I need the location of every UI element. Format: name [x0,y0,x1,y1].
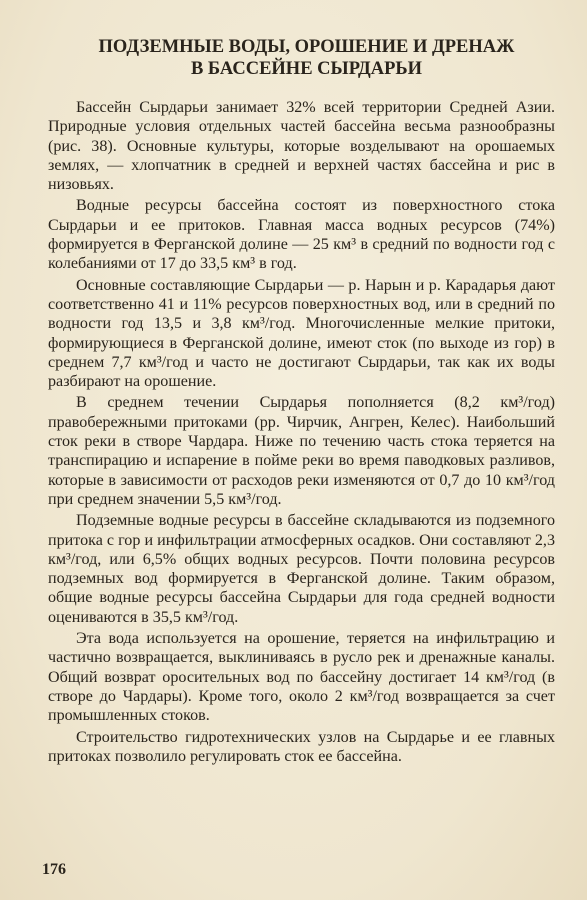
paragraph: Водные ресурсы бассейна состоят из поверхностного стока Сырдарьи и ее притоков. Главная масса водных ресурсов (74%) формируется в Ферганской долине — 25 км³ в средний по водности год с колебаниями от 17 до 33,5 км³ в год. [48,197,555,273]
title-line-1: ПОДЗЕМНЫЕ ВОДЫ, ОРОШЕНИЕ И ДРЕНАЖ [98,37,515,57]
paragraph: Основные составляющие Сырдарьи — р. Нарын и р. Карадарья дают соответственно 41 и 11% ресурсов поверхностных вод, или в средний по водности год 13,5 и 3,8 км³/год. Многочисленные мелкие притоки, формирующиеся в Ферганской долине, имеют сток (по выходе из гор) в среднем 7,7 км³/год и часто не достигают Сырдарьи, так как их воды разбирают на орошение. [48,276,555,391]
page-title [48,36,555,80]
paragraph: Строительство гидротехнических узлов на Сырдарье и ее главных притоках позволило регулировать сток ее бассейна. [48,728,555,765]
paragraph: В среднем течении Сырдарья пополняется (8,2 км³/год) правобережными притоками (рр. Чирчик, Ангрен, Келес). Наибольший сток реки в створе Чардара. Ниже по течению часть стока теряется на транспирацию и испарение в пойме реки во время паводковых разливов, которые в зависимости от расходов реки изменяются от 0,7 до 10 км³/год при среднем значении 5,5 км³/год. [48,394,555,508]
paragraph: Эта вода используется на орошение, теряется на инфильтрацию и частично возвращается, выклиниваясь в русло рек и дренажные каналы. Общий возврат оросительных вод по бассейну достигает 14 км³/год (в створе до Чардары). Кроме того, около 2 км³/год возвращается за счет промышленных стоков. [48,630,555,725]
paragraph: Бассейн Сырдарьи занимает 32% всей территории Средней Азии. Природные условия отдельных частей бассейна весьма разнообразны (рис. 38). Основные культуры, которые возделывают на орошаемых землях, — хлопчатник в средней и верхней частях бассейна и рис в низовьях. [48,99,555,194]
body-text [48,98,555,766]
paragraph: Подземные водные ресурсы в бассейне складываются из подземного притока с гор и инфильтрации атмосферных осадков. Они составляют 2,3 км³/год, или 6,5% общих водных ресурсов. Почти половина ресурсов подземных вод формируется в Ферганской долине. Таким образом, общие водные ресурсы бассейна Сырдарьи для года средней водности оцениваются в 35,5 км³/год. [48,512,555,626]
title-line-2: В БАССЕЙНЕ СЫРДАРЬИ [190,59,423,79]
page-number: 176 [42,861,66,878]
